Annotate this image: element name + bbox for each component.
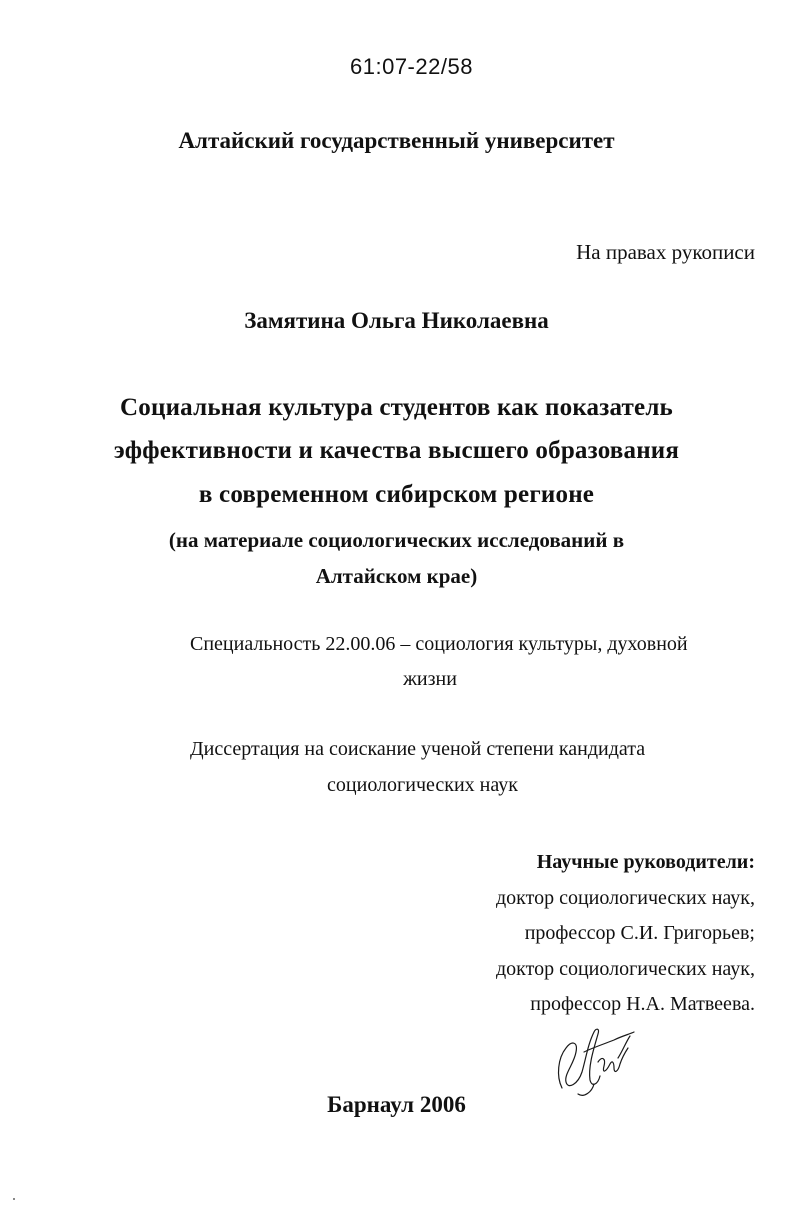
advisors-heading: Научные руководители: xyxy=(536,851,755,873)
handwritten-signature xyxy=(548,1018,640,1102)
manuscript-rights-note: На правах рукописи xyxy=(576,240,755,264)
specialty-line-1: Специальность 22.00.06 – социология культуры, духовной xyxy=(190,633,688,655)
city-year: Барнаул 2006 xyxy=(327,1092,466,1117)
title-line-2: эффективности и качества высшего образования xyxy=(113,437,680,464)
advisor-line: доктор социологических наук, xyxy=(495,957,755,980)
specialty-line-2: жизни xyxy=(403,668,457,690)
advisors-block xyxy=(496,845,755,1023)
scan-speck xyxy=(13,1198,15,1200)
title-line-1: Социальная культура студентов как показатель xyxy=(120,394,673,421)
advisor-line: доктор социологических наук, xyxy=(495,886,755,909)
dissertation-line-2: социологических наук xyxy=(327,774,518,796)
subtitle-line-1: (на материале социологических исследований в xyxy=(168,528,625,552)
subtitle-line-2: Алтайском крае) xyxy=(315,564,478,588)
author-name: Замятина Ольга Николаевна xyxy=(244,308,549,333)
advisor-line: профессор Н.А. Матвеева. xyxy=(530,993,755,1015)
advisor-line: профессор С.И. Григорьев; xyxy=(524,922,755,944)
archive-code: 61:07-22/58 xyxy=(350,54,473,79)
title-line-3: в современном сибирском регионе xyxy=(198,481,595,508)
university-name: Алтайский государственный университет xyxy=(178,128,615,153)
dissertation-line-1: Диссертация на соискание ученой степени кандидата xyxy=(190,738,646,760)
